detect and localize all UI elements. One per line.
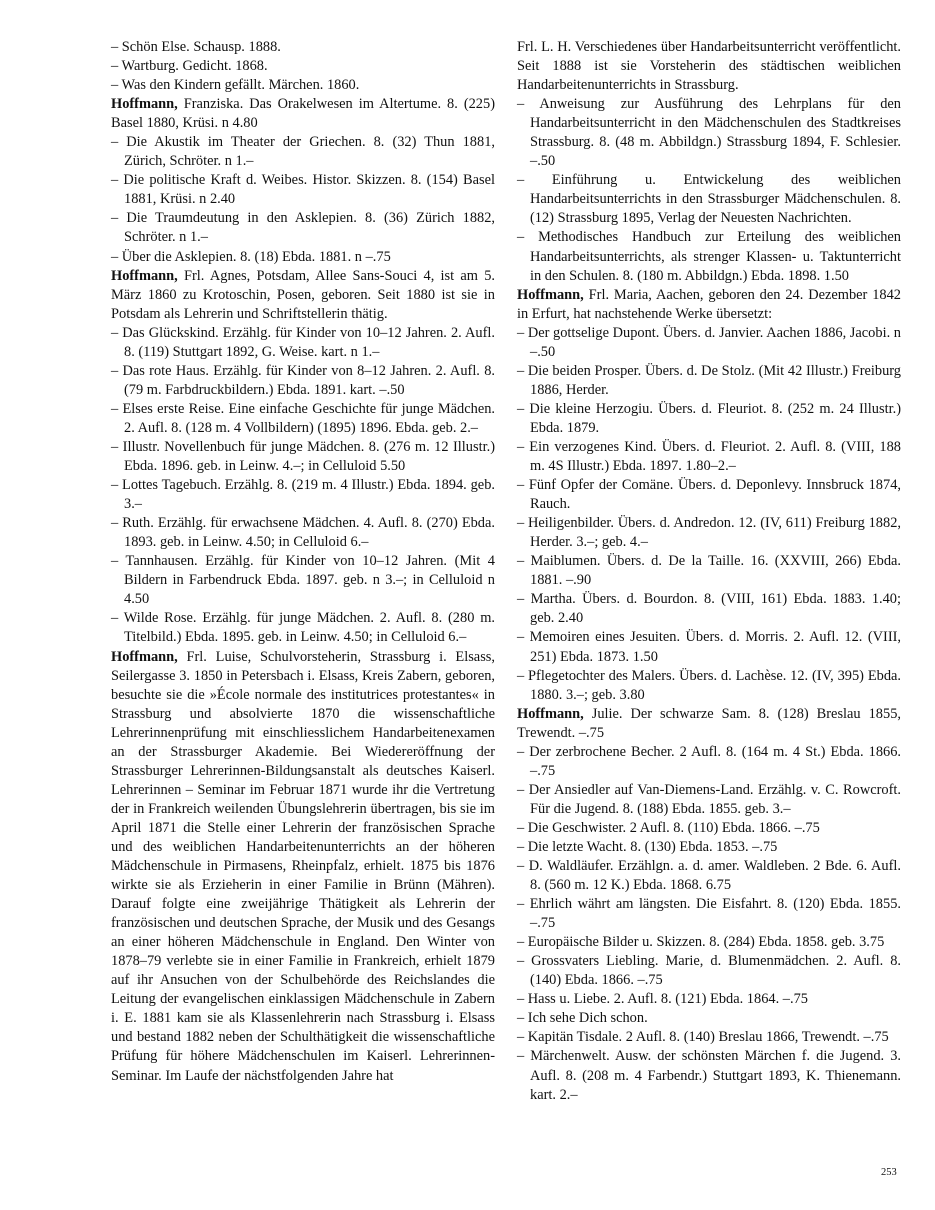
work-entry bbox=[111, 209, 495, 247]
entry-text: – Was den Kindern gefällt. Märchen. 1860. bbox=[111, 77, 360, 94]
work-entry bbox=[517, 438, 901, 476]
entry-text: – Memoiren eines Jesuiten. Übers. d. Morris. 2. Aufl. 12. (VIII, 251) Ebda. 1873. 1.50 bbox=[517, 629, 901, 665]
entry-text: – Wilde Rose. Erzählg. für junge Mädchen. 2. Aufl. 8. (280 m. Titelbild.) Ebda. 1895. geb. in Leinw. 4.50; in Celluloid 6.– bbox=[111, 610, 495, 646]
entry-text: Franziska. Das Orakelwesen im Altertume. 8. (225) Basel 1880, Krüsi. n 4.80 bbox=[111, 96, 495, 132]
entry-text: – Hass u. Liebe. 2. Aufl. 8. (121) Ebda. 1864. –.75 bbox=[517, 991, 808, 1008]
entry-text: – Der gottselige Dupont. Übers. d. Janvier. Aachen 1886, Jacobi. n –.50 bbox=[517, 324, 901, 360]
work-entry bbox=[111, 324, 495, 362]
work-entry bbox=[517, 1028, 901, 1047]
entry-text: – Ich sehe Dich schon. bbox=[517, 1010, 648, 1027]
work-entry bbox=[517, 838, 901, 857]
entry-text: – Heiligenbilder. Übers. d. Andredon. 12. (IV, 611) Freiburg 1882, Herder. 3.–; geb. 4.– bbox=[517, 515, 901, 551]
entry-heading-paragraph bbox=[111, 648, 495, 1086]
work-entry bbox=[517, 552, 901, 590]
entry-text: – Methodisches Handbuch zur Erteilung des weiblichen Handarbeitsunterrichts, als strenger Klassen- u. Taktunterricht in den Schulen. 8. (180 m. Abbildgn.) Ebda. 1898. 1.50 bbox=[517, 229, 901, 284]
work-entry bbox=[517, 476, 901, 514]
author-surname: Hoffmann, bbox=[517, 705, 584, 722]
work-entry bbox=[111, 438, 495, 476]
work-entry bbox=[517, 990, 901, 1009]
entry-text: Frl. L. H. Verschiedenes über Handarbeitsunterricht veröffentlicht. Seit 1888 ist sie Vorsteherin des städtischen weiblichen Handarbeitenunterrichts in Strassburg. bbox=[517, 39, 901, 94]
work-entry bbox=[111, 400, 495, 438]
work-entry bbox=[517, 857, 901, 895]
entry-text: – Die politische Kraft d. Weibes. Histor. Skizzen. 8. (154) Basel 1881, Krüsi. n 2.40 bbox=[111, 172, 495, 208]
work-entry bbox=[517, 933, 901, 952]
entry-text: – Wartburg. Gedicht. 1868. bbox=[111, 58, 268, 75]
entry-text: – Märchenwelt. Ausw. der schönsten Märchen f. die Jugend. 3. Aufl. 8. (208 m. 4 Farbendr.) Stuttgart 1893, K. Thienemann. kart. 2.– bbox=[517, 1048, 901, 1103]
entry-text: – Ehrlich währt am längsten. Die Eisfahrt. 8. (120) Ebda. 1855. –.75 bbox=[517, 896, 901, 932]
work-entry bbox=[517, 628, 901, 666]
entry-text: – Martha. Übers. d. Bourdon. 8. (VIII, 161) Ebda. 1883. 1.40; geb. 2.40 bbox=[517, 591, 901, 627]
entry-text: – Ein verzogenes Kind. Übers. d. Fleuriot. 2. Aufl. 8. (VIII, 188 m. 4S Illustr.) Ebda. 1897. 1.80–2.– bbox=[517, 438, 901, 475]
entry-text: – Einführung u. Entwickelung des weiblichen Handarbeitsunterrichts in den Strassburger Mädchenschulen. 8. (12) Strassburg 1895, Verlag der Neuesten Nachrichten. bbox=[517, 172, 901, 227]
work-entry bbox=[517, 400, 901, 438]
author-surname: Hoffmann, bbox=[517, 286, 584, 303]
entry-text: – Maiblumen. Übers. d. De la Taille. 16. (XXVIII, 266) Ebda. 1881. –.90 bbox=[517, 553, 901, 589]
entry-text: Frl. Maria, Aachen, geboren den 24. Dezember 1842 in Erfurt, hat nachstehende Werke übersetzt: bbox=[517, 286, 901, 322]
work-entry bbox=[111, 38, 495, 57]
page-number: 253 bbox=[881, 1167, 897, 1178]
work-entry bbox=[111, 609, 495, 647]
entry-text: – Die Geschwister. 2 Aufl. 8. (110) Ebda. 1866. –.75 bbox=[517, 819, 820, 836]
work-entry bbox=[517, 362, 901, 400]
entry-text: – Lottes Tagebuch. Erzählg. 8. (219 m. 4 Illustr.) Ebda. 1894. geb. 3.– bbox=[111, 477, 495, 513]
entry-text: – Das rote Haus. Erzählg. für Kinder von 8–12 Jahren. 2. Aufl. 8. (79 m. Farbdruckbildern.) Ebda. 1891. kart. –.50 bbox=[111, 362, 495, 398]
work-entry bbox=[517, 1009, 901, 1028]
work-entry bbox=[517, 514, 901, 552]
text-paragraph bbox=[517, 38, 901, 95]
entry-text: – Tannhausen. Erzählg. für Kinder von 10–12 Jahren. (Mit 4 Bildern in Farbendruck Ebda. 1897. geb. n 3.–; in Celluloid n 4.50 bbox=[111, 553, 495, 608]
author-surname: Hoffmann, bbox=[111, 648, 178, 665]
entry-text: – Die kleine Herzogiu. Übers. d. Fleuriot. 8. (252 m. 24 Illustr.) Ebda. 1879. bbox=[517, 400, 901, 436]
entry-text: Frl. Agnes, Potsdam, Allee Sans-Souci 4, ist am 5. März 1860 zu Krotoschin, Posen, geboren. Seit 1880 ist sie in Potsdam als Lehrerin und Schriftstellerin thätig. bbox=[111, 267, 495, 322]
work-entry bbox=[517, 590, 901, 628]
entry-text: – Die letzte Wacht. 8. (130) Ebda. 1853. –.75 bbox=[517, 838, 778, 855]
author-surname: Hoffmann, bbox=[111, 267, 178, 284]
work-entry bbox=[517, 743, 901, 781]
entry-text: – Grossvaters Liebling. Marie, d. Blumenmädchen. 2. Aufl. 8. (140) Ebda. 1866. –.75 bbox=[517, 953, 901, 989]
entry-text: – Über die Asklepien. 8. (18) Ebda. 1881. n –.75 bbox=[111, 248, 391, 265]
entry-text: – Schön Else. Schausp. 1888. bbox=[111, 39, 281, 55]
entry-text: – Der zerbrochene Becher. 2 Aufl. 8. (164 m. 4 St.) Ebda. 1866. –.75 bbox=[517, 743, 901, 779]
entry-text: Frl. Luise, Schulvorsteherin, Strassburg i. Elsass, Seilergasse 3. 1850 in Petersbach i. Elsass, Kreis Zabern, geboren, besuchte sie die »École normale des institutrices protestantes« in Strassburg und absolvierte 1870 die wissenschaftliche Lehrerinnenprüfung mit einschliesslichem Handarbeitenexamen an der Strassburger Akademie. Bei Wiedereröffnung der Strassburger Lehrerinnen-Bildungsanstalt als deutsches Kaiserl. Lehrerinnen – Seminar im Februar 1871 wurde ihr die Vertretung der in Frankreich weilenden Übungslehrerin übertragen, bis sie im April 1871 die Stelle einer Lehrerin der französischen Sprache und des weiblichen Handarbeitenunterrichts an der höheren Mädchenschule in Pirmasens, Rheinpfalz, erhielt. 1875 bis 1876 wirkte sie als Erzieherin in einer Familie in Brünn (Mähren). Darauf folgte eine zweijährige Thätigkeit als Lehrerin der französischen und deutschen Sprache, der Musik und des Gesangs an einer höheren Mädchenschule in England. Den Winter von 1878–79 verlebte sie in einer Familie in Frankreich, erhielt 1879 auf ihr Ansuchen von der Schulbehörde des Reichslandes die Leitung der evangelischen einklassigen Mädchenschule in Zabern i. E. 1881 kam sie als Klassenlehrerin nach Strassburg i. Elsass und bestand 1882 neben der Schulthätigkeit die wissenschaftliche Prüfung für höhere Mädchenschulen im Kaiserl. Lehrerinnen-Seminar. Im Laufe der nächstfolgenden Jahre hat bbox=[111, 648, 495, 1084]
entry-text: – Die Akustik im Theater der Griechen. 8. (32) Thun 1881, Zürich, Schröter. n 1.– bbox=[111, 134, 495, 170]
work-entry bbox=[517, 171, 901, 228]
entry-text: – Kapitän Tisdale. 2 Aufl. 8. (140) Breslau 1866, Trewendt. –.75 bbox=[517, 1029, 889, 1046]
work-entry bbox=[517, 952, 901, 990]
entry-text: – Das Glückskind. Erzählg. für Kinder von 10–12 Jahren. 2. Aufl. 8. (119) Stuttgart 1892, G. Weise. kart. n 1.– bbox=[111, 324, 495, 360]
work-entry bbox=[517, 781, 901, 819]
work-entry bbox=[517, 667, 901, 705]
entry-text: – Fünf Opfer der Comäne. Übers. d. Deponlevy. Innsbruck 1874, Rauch. bbox=[517, 477, 901, 513]
work-entry bbox=[111, 248, 495, 267]
work-entry bbox=[111, 514, 495, 552]
work-entry bbox=[517, 95, 901, 171]
entry-text: – Anweisung zur Ausführung des Lehrplans für den Handarbeitsunterricht in den Mädchenschulen des Stadtkreises Strassburg. 8. (48 m. Abbildgn.) Strassburg 1894, F. Schlesier. –.50 bbox=[517, 96, 901, 170]
work-entry bbox=[517, 819, 901, 838]
entry-text: – Der Ansiedler auf Van-Diemens-Land. Erzählg. v. C. Rowcroft. Für die Jugend. 8. (188) Ebda. 1855. geb. 3.– bbox=[517, 781, 901, 817]
entry-heading-paragraph bbox=[111, 267, 495, 324]
work-entry bbox=[517, 228, 901, 285]
work-entry bbox=[111, 76, 495, 95]
work-entry bbox=[517, 324, 901, 362]
entry-text: Julie. Der schwarze Sam. 8. (128) Breslau 1855, Trewendt. –.75 bbox=[517, 705, 901, 741]
entry-text: – Die Traumdeutung in den Asklepien. 8. (36) Zürich 1882, Schröter. n 1.– bbox=[111, 210, 495, 246]
entry-text: – Pflegetochter des Malers. Übers. d. Lachèse. 12. (IV, 395) Ebda. 1880. 3.–; geb. 3.80 bbox=[517, 667, 901, 703]
entry-text: – Die beiden Prosper. Übers. d. De Stolz. (Mit 42 Illustr.) Freiburg 1886, Herder. bbox=[517, 362, 901, 398]
work-entry bbox=[111, 171, 495, 209]
entry-heading-paragraph bbox=[517, 286, 901, 324]
entry-text: – Illustr. Novellenbuch für junge Mädchen. 8. (276 m. 12 Illustr.) Ebda. 1896. geb. in Leinw. 4.–; in Celluloid 5.50 bbox=[111, 438, 495, 475]
entry-text: – Europäische Bilder u. Skizzen. 8. (284) Ebda. 1858. geb. 3.75 bbox=[517, 934, 885, 951]
work-entry bbox=[111, 57, 495, 76]
work-entry bbox=[111, 362, 495, 400]
entry-text: – Elses erste Reise. Eine einfache Geschichte für junge Mädchen. 2. Aufl. 8. (128 m. 4 Vollbildern) (1895) 1896. Ebda. geb. 2.– bbox=[111, 400, 495, 436]
work-entry bbox=[517, 1047, 901, 1104]
work-entry bbox=[111, 476, 495, 514]
entry-heading-paragraph bbox=[111, 95, 495, 133]
entry-text: – Ruth. Erzählg. für erwachsene Mädchen. 4. Aufl. 8. (270) Ebda. 1893. geb. in Leinw. 4.50; in Celluloid 6.– bbox=[111, 515, 495, 551]
left-column bbox=[111, 38, 495, 1086]
work-entry bbox=[111, 552, 495, 609]
right-column bbox=[517, 38, 901, 1105]
entry-heading-paragraph bbox=[517, 705, 901, 743]
work-entry bbox=[111, 133, 495, 171]
entry-text: – D. Waldläufer. Erzählgn. a. d. amer. Waldleben. 2 Bde. 6. Aufl. 8. (560 m. 12 K.) Ebda. 1868. 6.75 bbox=[517, 858, 901, 894]
author-surname: Hoffmann, bbox=[111, 96, 178, 113]
work-entry bbox=[517, 895, 901, 933]
